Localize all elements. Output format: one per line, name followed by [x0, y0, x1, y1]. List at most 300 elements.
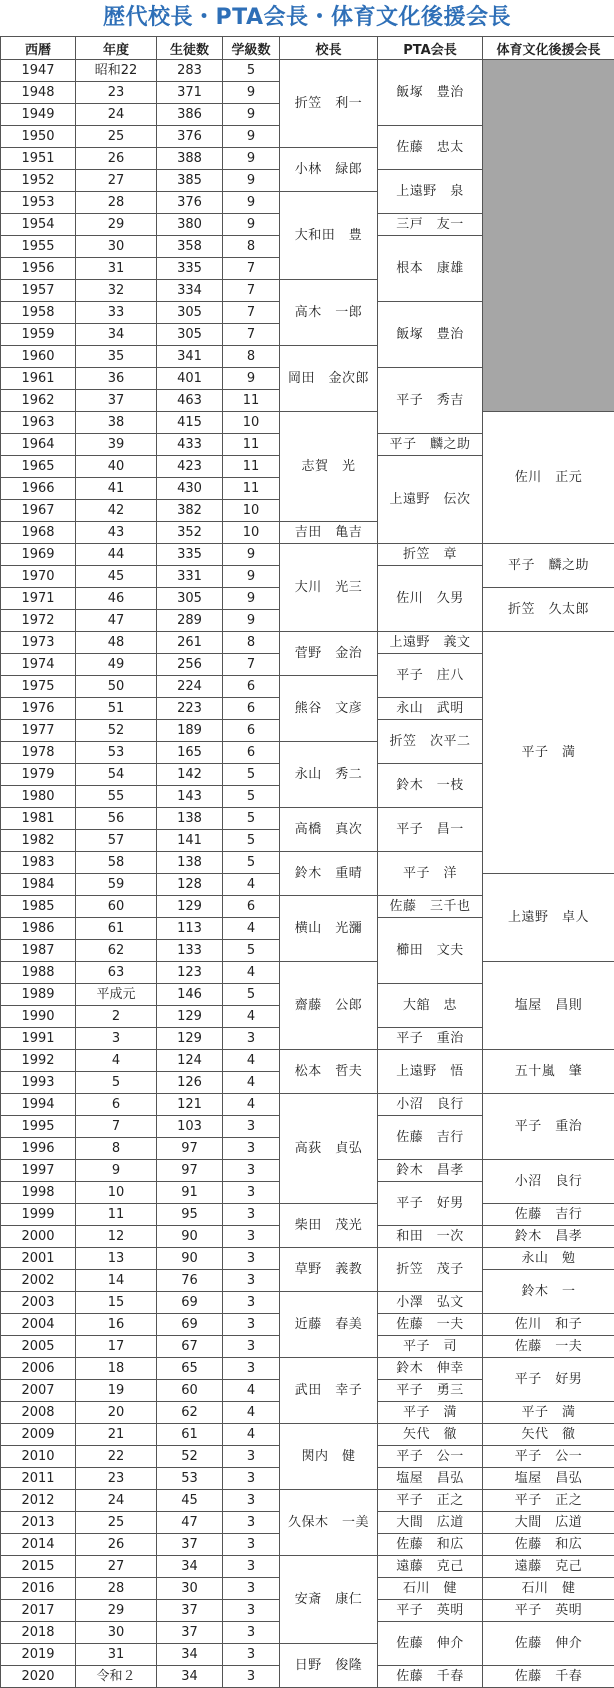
fiscal-year-cell: 25	[76, 1512, 157, 1534]
student-count-cell: 97	[157, 1138, 223, 1160]
fiscal-year-cell: 2	[76, 1006, 157, 1028]
principal-cell: 高木 一郎	[280, 280, 378, 346]
fiscal-year-cell: 28	[76, 192, 157, 214]
western-year-cell: 1951	[1, 148, 76, 170]
principal-cell: 大和田 豊	[280, 192, 378, 280]
class-count-cell: 9	[223, 148, 280, 170]
pta-president-cell: 佐藤 三千也	[378, 896, 483, 918]
western-year-cell: 1961	[1, 368, 76, 390]
principal-cell: 永山 秀二	[280, 742, 378, 808]
western-year-cell: 1983	[1, 852, 76, 874]
principal-cell: 吉田 亀吉	[280, 522, 378, 544]
western-year-cell: 1966	[1, 478, 76, 500]
class-count-cell: 8	[223, 236, 280, 258]
student-count-cell: 376	[157, 126, 223, 148]
fiscal-year-cell: 9	[76, 1160, 157, 1182]
pta-president-cell: 平子 洋	[378, 852, 483, 896]
class-count-cell: 5	[223, 984, 280, 1006]
student-count-cell: 129	[157, 896, 223, 918]
class-count-cell: 3	[223, 1336, 280, 1358]
western-year-cell: 2001	[1, 1248, 76, 1270]
student-count-cell: 91	[157, 1182, 223, 1204]
student-count-cell: 376	[157, 192, 223, 214]
student-count-cell: 129	[157, 1006, 223, 1028]
western-year-cell: 1971	[1, 588, 76, 610]
western-year-cell: 2018	[1, 1622, 76, 1644]
student-count-cell: 142	[157, 764, 223, 786]
student-count-cell: 358	[157, 236, 223, 258]
principal-cell: 大川 光三	[280, 544, 378, 632]
class-count-cell: 3	[223, 1556, 280, 1578]
student-count-cell: 124	[157, 1050, 223, 1072]
student-count-cell: 126	[157, 1072, 223, 1094]
class-count-cell: 10	[223, 412, 280, 434]
student-count-cell: 138	[157, 808, 223, 830]
class-count-cell: 11	[223, 434, 280, 456]
table-row	[1, 1204, 614, 1226]
western-year-cell: 1970	[1, 566, 76, 588]
class-count-cell: 9	[223, 588, 280, 610]
student-count-cell: 430	[157, 478, 223, 500]
western-year-cell: 2019	[1, 1644, 76, 1666]
student-count-cell: 103	[157, 1116, 223, 1138]
principal-cell: 菅野 金治	[280, 632, 378, 676]
fiscal-year-cell: 13	[76, 1248, 157, 1270]
class-count-cell: 7	[223, 654, 280, 676]
western-year-cell: 2002	[1, 1270, 76, 1292]
western-year-cell: 1962	[1, 390, 76, 412]
western-year-cell: 1954	[1, 214, 76, 236]
fiscal-year-cell: 29	[76, 1600, 157, 1622]
fiscal-year-cell: 60	[76, 896, 157, 918]
student-count-cell: 385	[157, 170, 223, 192]
student-count-cell: 143	[157, 786, 223, 808]
western-year-cell: 1988	[1, 962, 76, 984]
class-count-cell: 3	[223, 1138, 280, 1160]
support-president-cell: 矢代 徹	[483, 1424, 614, 1446]
student-count-cell: 65	[157, 1358, 223, 1380]
pta-president-cell: 小沼 良行	[378, 1094, 483, 1116]
principal-cell: 関内 健	[280, 1424, 378, 1490]
fiscal-year-cell: 61	[76, 918, 157, 940]
class-count-cell: 11	[223, 478, 280, 500]
pta-president-cell: 平子 昌一	[378, 808, 483, 852]
class-count-cell: 7	[223, 324, 280, 346]
fiscal-year-cell: 8	[76, 1138, 157, 1160]
fiscal-year-cell: 53	[76, 742, 157, 764]
fiscal-year-cell: 23	[76, 1468, 157, 1490]
support-president-cell: 平子 満	[483, 1402, 614, 1424]
support-president-cell: 平子 公一	[483, 1446, 614, 1468]
pta-president-cell: 折笠 章	[378, 544, 483, 566]
class-count-cell: 3	[223, 1292, 280, 1314]
class-count-cell: 9	[223, 544, 280, 566]
pta-president-cell: 櫛田 文夫	[378, 918, 483, 984]
student-count-cell: 61	[157, 1424, 223, 1446]
western-year-cell: 1979	[1, 764, 76, 786]
fiscal-year-cell: 56	[76, 808, 157, 830]
student-count-cell: 95	[157, 1204, 223, 1226]
fiscal-year-cell: 52	[76, 720, 157, 742]
western-year-cell: 2003	[1, 1292, 76, 1314]
class-count-cell: 3	[223, 1446, 280, 1468]
western-year-cell: 1994	[1, 1094, 76, 1116]
western-year-cell: 1955	[1, 236, 76, 258]
header-western-year: 西暦	[1, 37, 76, 60]
principal-cell: 小林 緑郎	[280, 148, 378, 192]
class-count-cell: 3	[223, 1534, 280, 1556]
fiscal-year-cell: 59	[76, 874, 157, 896]
student-count-cell: 261	[157, 632, 223, 654]
student-count-cell: 146	[157, 984, 223, 1006]
principal-cell: 松本 哲夫	[280, 1050, 378, 1094]
western-year-cell: 1981	[1, 808, 76, 830]
fiscal-year-cell: 27	[76, 170, 157, 192]
western-year-cell: 1992	[1, 1050, 76, 1072]
support-president-cell: 平子 麟之助	[483, 544, 614, 588]
header-principal: 校長	[280, 37, 378, 60]
class-count-cell: 6	[223, 742, 280, 764]
table-row	[1, 60, 614, 82]
western-year-cell: 2020	[1, 1666, 76, 1688]
fiscal-year-cell: 19	[76, 1380, 157, 1402]
class-count-cell: 5	[223, 940, 280, 962]
fiscal-year-cell: 27	[76, 1556, 157, 1578]
fiscal-year-cell: 16	[76, 1314, 157, 1336]
class-count-cell: 3	[223, 1644, 280, 1666]
student-count-cell: 62	[157, 1402, 223, 1424]
support-president-cell: 平子 好男	[483, 1358, 614, 1402]
principal-cell: 志賀 光	[280, 412, 378, 522]
class-count-cell: 4	[223, 1050, 280, 1072]
pta-president-cell: 飯塚 豊治	[378, 60, 483, 126]
class-count-cell: 9	[223, 214, 280, 236]
western-year-cell: 1953	[1, 192, 76, 214]
western-year-cell: 1967	[1, 500, 76, 522]
pta-president-cell: 大舘 忠	[378, 984, 483, 1028]
student-count-cell: 352	[157, 522, 223, 544]
student-count-cell: 415	[157, 412, 223, 434]
principal-cell: 高荻 貞弘	[280, 1094, 378, 1204]
pta-president-cell: 佐川 久男	[378, 566, 483, 632]
western-year-cell: 1960	[1, 346, 76, 368]
header-row	[1, 37, 614, 60]
fiscal-year-cell: 18	[76, 1358, 157, 1380]
fiscal-year-cell: 昭和22	[76, 60, 157, 82]
class-count-cell: 3	[223, 1226, 280, 1248]
student-count-cell: 289	[157, 610, 223, 632]
student-count-cell: 380	[157, 214, 223, 236]
pta-president-cell: 三戸 友一	[378, 214, 483, 236]
fiscal-year-cell: 5	[76, 1072, 157, 1094]
pta-president-cell: 永山 武明	[378, 698, 483, 720]
support-president-cell: 佐藤 和広	[483, 1534, 614, 1556]
fiscal-year-cell: 3	[76, 1028, 157, 1050]
principal-cell: 日野 俊隆	[280, 1644, 378, 1688]
pta-president-cell: 上遠野 悟	[378, 1050, 483, 1094]
principal-cell: 横山 光瀰	[280, 896, 378, 962]
student-count-cell: 335	[157, 258, 223, 280]
header-student-count: 生徒数	[157, 37, 223, 60]
support-president-cell: 永山 勉	[483, 1248, 614, 1270]
principal-cell: 高橋 真次	[280, 808, 378, 852]
support-president-cell: 石川 健	[483, 1578, 614, 1600]
support-president-cell: 塩屋 昌則	[483, 962, 614, 1050]
pta-president-cell: 石川 健	[378, 1578, 483, 1600]
pta-president-cell: 塩屋 昌弘	[378, 1468, 483, 1490]
student-count-cell: 401	[157, 368, 223, 390]
pta-president-cell: 平子 庄八	[378, 654, 483, 698]
fiscal-year-cell: 32	[76, 280, 157, 302]
western-year-cell: 1996	[1, 1138, 76, 1160]
student-count-cell: 335	[157, 544, 223, 566]
class-count-cell: 8	[223, 632, 280, 654]
pta-president-cell: 根本 康雄	[378, 236, 483, 302]
western-year-cell: 1973	[1, 632, 76, 654]
western-year-cell: 1995	[1, 1116, 76, 1138]
support-president-cell: 鈴木 一	[483, 1270, 614, 1314]
principal-cell: 柴田 茂光	[280, 1204, 378, 1248]
western-year-cell: 1957	[1, 280, 76, 302]
western-year-cell: 1975	[1, 676, 76, 698]
table-row	[1, 544, 614, 566]
western-year-cell: 1964	[1, 434, 76, 456]
class-count-cell: 4	[223, 874, 280, 896]
pta-president-cell: 平子 正之	[378, 1490, 483, 1512]
western-year-cell: 1968	[1, 522, 76, 544]
fiscal-year-cell: 41	[76, 478, 157, 500]
fiscal-year-cell: 46	[76, 588, 157, 610]
fiscal-year-cell: 31	[76, 258, 157, 280]
header-class-count: 学級数	[223, 37, 280, 60]
student-count-cell: 305	[157, 588, 223, 610]
fiscal-year-cell: 55	[76, 786, 157, 808]
student-count-cell: 331	[157, 566, 223, 588]
class-count-cell: 10	[223, 522, 280, 544]
student-count-cell: 283	[157, 60, 223, 82]
fiscal-year-cell: 29	[76, 214, 157, 236]
student-count-cell: 388	[157, 148, 223, 170]
class-count-cell: 7	[223, 280, 280, 302]
fiscal-year-cell: 47	[76, 610, 157, 632]
fiscal-year-cell: 30	[76, 1622, 157, 1644]
support-president-cell: 折笠 久太郎	[483, 588, 614, 632]
pta-president-cell: 平子 好男	[378, 1182, 483, 1226]
class-count-cell: 4	[223, 1006, 280, 1028]
fiscal-year-cell: 11	[76, 1204, 157, 1226]
pta-president-cell: 折笠 茂子	[378, 1248, 483, 1292]
support-president-cell: 佐藤 千春	[483, 1666, 614, 1688]
fiscal-year-cell: 25	[76, 126, 157, 148]
fiscal-year-cell: 6	[76, 1094, 157, 1116]
western-year-cell: 2013	[1, 1512, 76, 1534]
class-count-cell: 5	[223, 60, 280, 82]
class-count-cell: 4	[223, 918, 280, 940]
support-president-cell: 大間 広道	[483, 1512, 614, 1534]
student-count-cell: 90	[157, 1226, 223, 1248]
student-count-cell: 138	[157, 852, 223, 874]
class-count-cell: 3	[223, 1204, 280, 1226]
class-count-cell: 6	[223, 698, 280, 720]
western-year-cell: 1987	[1, 940, 76, 962]
fiscal-year-cell: 15	[76, 1292, 157, 1314]
table-row	[1, 1556, 614, 1578]
class-count-cell: 6	[223, 676, 280, 698]
support-president-cell: 平子 重治	[483, 1094, 614, 1160]
western-year-cell: 1972	[1, 610, 76, 632]
pta-president-cell: 小澤 弘文	[378, 1292, 483, 1314]
class-count-cell: 11	[223, 456, 280, 478]
fiscal-year-cell: 26	[76, 148, 157, 170]
table-row	[1, 632, 614, 654]
pta-president-cell: 平子 麟之助	[378, 434, 483, 456]
western-year-cell: 1952	[1, 170, 76, 192]
pta-president-cell: 鈴木 伸幸	[378, 1358, 483, 1380]
class-count-cell: 3	[223, 1666, 280, 1688]
table-row	[1, 1424, 614, 1446]
pta-president-cell: 平子 満	[378, 1402, 483, 1424]
pta-president-cell: 佐藤 千春	[378, 1666, 483, 1688]
class-count-cell: 3	[223, 1512, 280, 1534]
student-count-cell: 37	[157, 1534, 223, 1556]
principal-cell: 岡田 金次郎	[280, 346, 378, 412]
western-year-cell: 1949	[1, 104, 76, 126]
western-year-cell: 1977	[1, 720, 76, 742]
western-year-cell: 2011	[1, 1468, 76, 1490]
western-year-cell: 1950	[1, 126, 76, 148]
western-year-cell: 2016	[1, 1578, 76, 1600]
pta-president-cell: 上遠野 義文	[378, 632, 483, 654]
class-count-cell: 5	[223, 830, 280, 852]
student-count-cell: 305	[157, 324, 223, 346]
fiscal-year-cell: 12	[76, 1226, 157, 1248]
class-count-cell: 3	[223, 1270, 280, 1292]
western-year-cell: 1998	[1, 1182, 76, 1204]
western-year-cell: 1947	[1, 60, 76, 82]
class-count-cell: 3	[223, 1248, 280, 1270]
support-president-cell: 遠藤 克己	[483, 1556, 614, 1578]
student-count-cell: 141	[157, 830, 223, 852]
table-row	[1, 1358, 614, 1380]
class-count-cell: 9	[223, 368, 280, 390]
fiscal-year-cell: 28	[76, 1578, 157, 1600]
class-count-cell: 4	[223, 962, 280, 984]
pta-president-cell: 平子 重治	[378, 1028, 483, 1050]
support-president-cell	[483, 60, 614, 412]
student-count-cell: 47	[157, 1512, 223, 1534]
class-count-cell: 3	[223, 1160, 280, 1182]
student-count-cell: 341	[157, 346, 223, 368]
table-row	[1, 962, 614, 984]
principal-cell: 齋藤 公郎	[280, 962, 378, 1050]
support-president-cell: 平子 正之	[483, 1490, 614, 1512]
fiscal-year-cell: 49	[76, 654, 157, 676]
student-count-cell: 37	[157, 1622, 223, 1644]
fiscal-year-cell: 38	[76, 412, 157, 434]
fiscal-year-cell: 10	[76, 1182, 157, 1204]
pta-president-cell: 平子 公一	[378, 1446, 483, 1468]
student-count-cell: 53	[157, 1468, 223, 1490]
support-president-cell: 小沼 良行	[483, 1160, 614, 1204]
principal-cell: 武田 幸子	[280, 1358, 378, 1424]
western-year-cell: 2005	[1, 1336, 76, 1358]
student-count-cell: 121	[157, 1094, 223, 1116]
pta-president-cell: 佐藤 一夫	[378, 1314, 483, 1336]
pta-president-cell: 佐藤 伸介	[378, 1622, 483, 1666]
support-president-cell: 塩屋 昌弘	[483, 1468, 614, 1490]
student-count-cell: 433	[157, 434, 223, 456]
class-count-cell: 4	[223, 1380, 280, 1402]
western-year-cell: 2009	[1, 1424, 76, 1446]
student-count-cell: 34	[157, 1644, 223, 1666]
class-count-cell: 3	[223, 1116, 280, 1138]
student-count-cell: 165	[157, 742, 223, 764]
fiscal-year-cell: 24	[76, 104, 157, 126]
western-year-cell: 2000	[1, 1226, 76, 1248]
class-count-cell: 9	[223, 192, 280, 214]
student-count-cell: 128	[157, 874, 223, 896]
student-count-cell: 256	[157, 654, 223, 676]
student-count-cell: 334	[157, 280, 223, 302]
western-year-cell: 2014	[1, 1534, 76, 1556]
western-year-cell: 1956	[1, 258, 76, 280]
western-year-cell: 2006	[1, 1358, 76, 1380]
western-year-cell: 1997	[1, 1160, 76, 1182]
student-count-cell: 133	[157, 940, 223, 962]
table-row	[1, 1490, 614, 1512]
class-count-cell: 3	[223, 1600, 280, 1622]
class-count-cell: 4	[223, 1424, 280, 1446]
class-count-cell: 5	[223, 808, 280, 830]
fiscal-year-cell: 24	[76, 1490, 157, 1512]
western-year-cell: 1958	[1, 302, 76, 324]
pta-president-cell: 佐藤 和広	[378, 1534, 483, 1556]
pta-president-cell: 佐藤 吉行	[378, 1116, 483, 1160]
fiscal-year-cell: 62	[76, 940, 157, 962]
table-row	[1, 1248, 614, 1270]
class-count-cell: 10	[223, 500, 280, 522]
table-row	[1, 412, 614, 434]
western-year-cell: 2010	[1, 1446, 76, 1468]
student-count-cell: 382	[157, 500, 223, 522]
student-count-cell: 90	[157, 1248, 223, 1270]
support-president-cell: 佐藤 吉行	[483, 1204, 614, 1226]
class-count-cell: 8	[223, 346, 280, 368]
fiscal-year-cell: 20	[76, 1402, 157, 1424]
class-count-cell: 9	[223, 170, 280, 192]
support-president-cell: 佐藤 伸介	[483, 1622, 614, 1666]
western-year-cell: 1963	[1, 412, 76, 434]
fiscal-year-cell: 30	[76, 236, 157, 258]
class-count-cell: 5	[223, 852, 280, 874]
pta-president-cell: 大間 広道	[378, 1512, 483, 1534]
principal-cell: 熊谷 文彦	[280, 676, 378, 742]
student-count-cell: 69	[157, 1292, 223, 1314]
student-count-cell: 113	[157, 918, 223, 940]
student-count-cell: 129	[157, 1028, 223, 1050]
class-count-cell: 7	[223, 302, 280, 324]
student-count-cell: 30	[157, 1578, 223, 1600]
table-row	[1, 1094, 614, 1116]
class-count-cell: 4	[223, 1072, 280, 1094]
principal-cell: 鈴木 重晴	[280, 852, 378, 896]
fiscal-year-cell: 33	[76, 302, 157, 324]
class-count-cell: 9	[223, 566, 280, 588]
support-president-cell: 平子 満	[483, 632, 614, 874]
class-count-cell: 3	[223, 1358, 280, 1380]
western-year-cell: 1959	[1, 324, 76, 346]
pta-president-cell: 折笠 次平二	[378, 720, 483, 764]
